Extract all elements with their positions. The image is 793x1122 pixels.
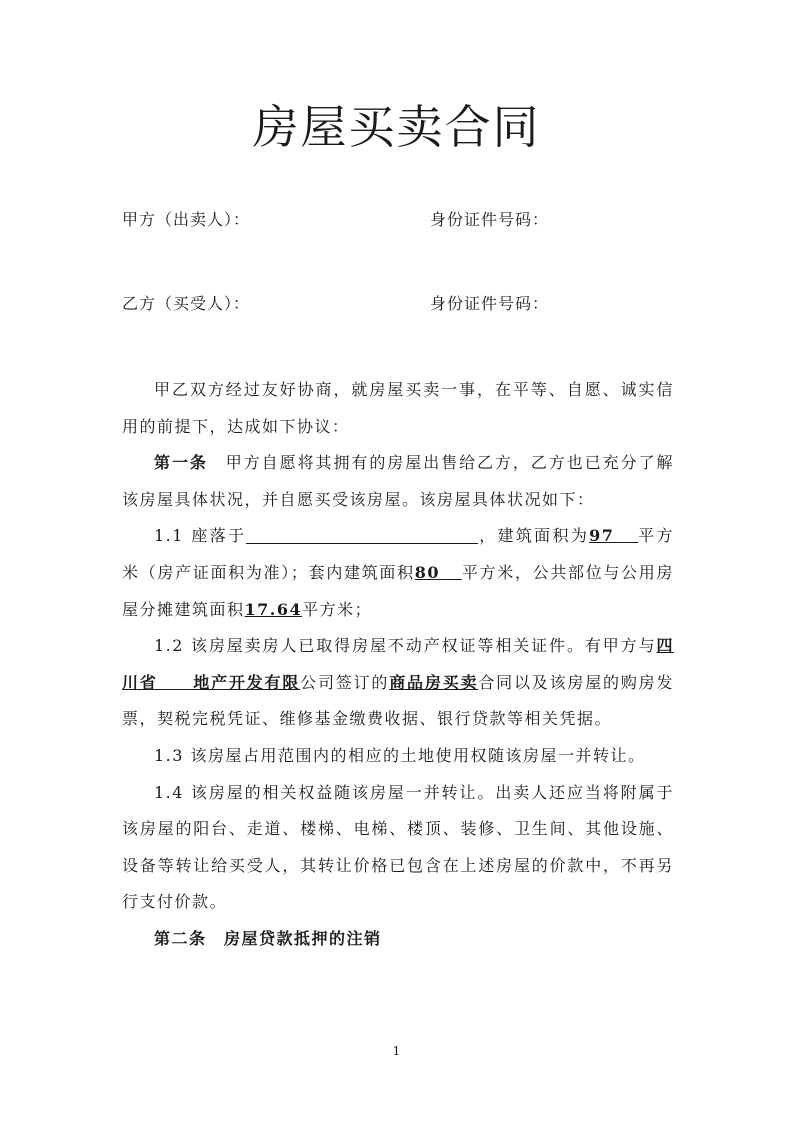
- page-number: 1: [392, 1044, 401, 1058]
- party-a-id-label: 身份证件号码：: [430, 210, 550, 229]
- party-a-label: 甲方（出卖人）：: [122, 210, 251, 229]
- party-b-id-label: 身份证件号码：: [430, 294, 550, 313]
- developer-company: 四川省 地产开发有限: [122, 636, 674, 692]
- article-1-heading: 第一条: [154, 453, 208, 473]
- article-1-paragraph: [122, 445, 674, 518]
- clause-1-2-suffix: 合同以及该房屋的购房发票，契税完税凭证、维修基金缴费收据、银行贷款等相关凭据。: [122, 672, 674, 729]
- clause-1-2-mid: 公司签订的: [300, 672, 390, 692]
- party-b-label: 乙方（买受人）：: [122, 294, 251, 313]
- inner-area-value: 80: [414, 562, 441, 582]
- clause-1-1-prefix: 1.1 座落于: [154, 526, 247, 546]
- article-2-heading: 第二条: [154, 928, 207, 948]
- contract-body: [122, 372, 674, 958]
- party-b-row: [122, 292, 682, 316]
- clause-1-1-mid2: 平方米（房产证面积为准）；套内建筑面积: [122, 526, 674, 582]
- shared-area-value: 17.64: [244, 599, 303, 619]
- clause-1-3: 1.3 该房屋占用范围内的相应的土地使用权随该房屋一并转让。: [154, 745, 646, 765]
- article-2-paragraph: [122, 921, 674, 958]
- clause-1-2: [122, 628, 674, 738]
- article-2-title: 房屋贷款抵押的注销: [224, 928, 382, 948]
- intro-paragraph: 甲乙双方经过友好协商，就房屋买卖一事，在平等、自愿、诚实信用的前提下，达成如下协议：: [122, 380, 674, 436]
- clause-1-1: [122, 518, 674, 628]
- building-area-value: 97: [589, 526, 615, 546]
- clause-1-1-mid3: 平方米，公共部位与公用房屋分摊建筑面积: [122, 562, 674, 619]
- clause-1-1-suffix: 平方米；: [302, 599, 373, 619]
- clause-1-2-prefix: 1.2 该房屋卖房人已取得房屋不动产权证等相关证件。有甲方与: [154, 636, 657, 656]
- party-a-row: [122, 208, 682, 232]
- clause-1-1-mid1: ，建筑面积为: [478, 526, 590, 546]
- document-title: 房屋买卖合同: [252, 100, 541, 154]
- location-blank: [246, 525, 478, 544]
- article-1-text: 甲方自愿将其拥有的房屋出售给乙方，乙方也已充分了解该房屋具体状况，并自愿买受该房屋。该房屋具体状况如下：: [122, 453, 674, 509]
- clause-1-4: 1.4 该房屋的相关权益随该房屋一并转让。出卖人还应当将附属于该房屋的阳台、走道、楼梯、电梯、楼顶、装修、卫生间、其他设施、设备等转让给买受人，其转让价格已包含在上述房屋的价款中，不再另行支付价款。: [122, 782, 674, 912]
- contract-type: 商品房买卖: [389, 672, 479, 692]
